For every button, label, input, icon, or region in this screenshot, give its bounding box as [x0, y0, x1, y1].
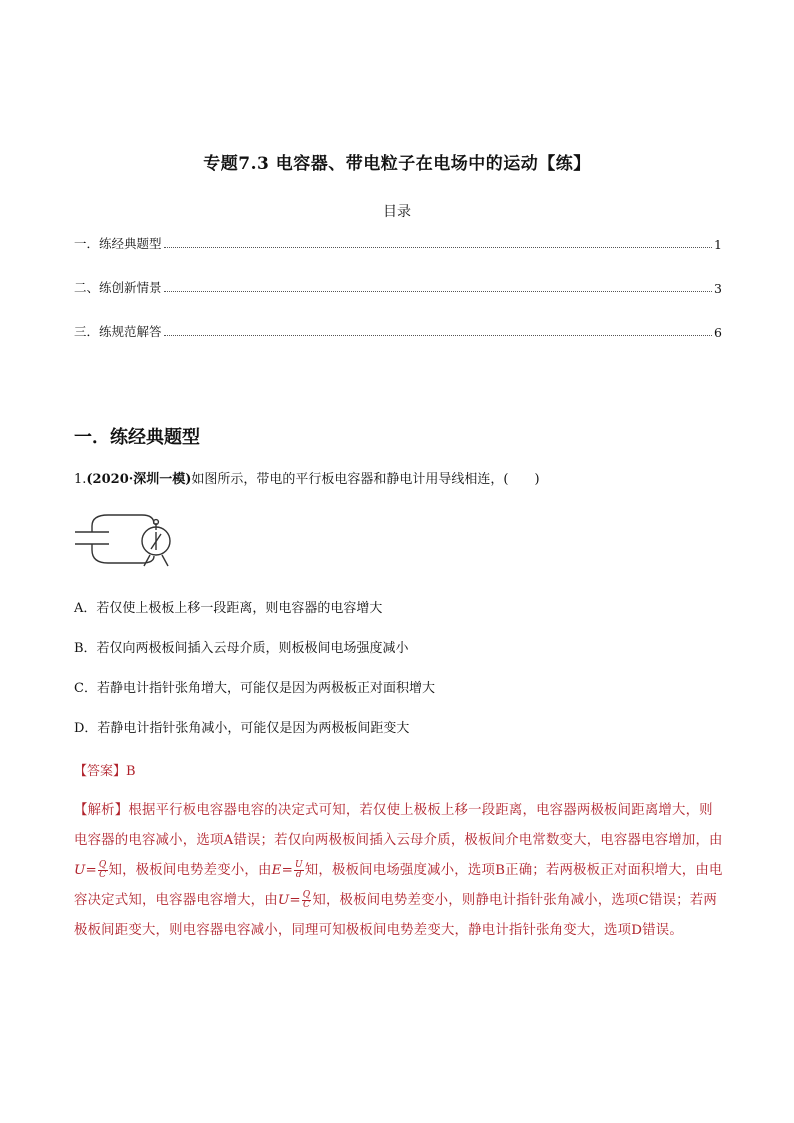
toc-item-label: 一．练经典题型	[74, 236, 162, 251]
toc-item-label: 二、练创新情景	[74, 280, 162, 295]
formula-3-fraction: $\frac{Q}{C}$	[302, 890, 311, 910]
formula-2-fraction: $\frac{U}{d}$	[295, 860, 303, 880]
toc-item-3[interactable]	[74, 320, 722, 340]
document-title: 专题7.3 电容器、带电粒子在电场中的运动【练】	[203, 154, 591, 174]
toc-heading: 目录	[383, 204, 411, 220]
analysis-text-2: 知，极板间电势差变小，由	[108, 863, 272, 878]
answer-value: B	[126, 764, 136, 779]
toc-leader	[164, 334, 713, 336]
option-d[interactable]: D．若静电计指针张角减小，可能仅是因为两极板间距变大	[74, 721, 410, 736]
toc-item-page: 1	[714, 237, 722, 252]
formula-3-lhs: U=	[277, 893, 301, 908]
question-text: 如图所示，带电的平行板电容器和静电计用导线相连，( )	[191, 472, 540, 487]
toc-item-label: 三．练规范解答	[74, 324, 162, 339]
analysis-paragraph	[74, 796, 724, 946]
option-a[interactable]: A．若仅使上极板上移一段距离，则电容器的电容增大	[74, 601, 383, 616]
section-heading: 一．练经典题型	[74, 427, 200, 448]
analysis-label: 【解析】	[74, 803, 129, 818]
option-b[interactable]: B．若仅向两极板间插入云母介质，则板极间电场强度减小	[74, 641, 409, 656]
formula-1-fraction: $\frac{Q}{C}$	[98, 860, 107, 880]
toc-item-page: 3	[714, 281, 722, 296]
formula-2-lhs: E=	[271, 863, 293, 878]
question-source: (2020·深圳一模)	[86, 472, 192, 487]
toc-item-page: 6	[714, 325, 722, 340]
answer-label: 【答案】	[74, 764, 127, 779]
analysis-text-1: 根据平行板电容器电容的决定式可知，若仅使上极板上移一段距离，电容器两极板间距离增大，则电容器的电容减小，选项A错误；若仅向两极板间插入云母介质，极板间介电常数变大，电容器电容增加，由	[74, 803, 723, 848]
formula-1-lhs: U=	[74, 863, 97, 878]
analysis-text-3: 知，极板间电场强度减小，选项B正确；若两极板正对面积增大，由电容决定式知，电容器电容增大，由	[74, 863, 723, 908]
question-stem	[74, 468, 724, 487]
option-c[interactable]: C．若静电计指针张角增大，可能仅是因为两极板正对面积增大	[74, 681, 435, 696]
toc-item-1[interactable]	[74, 232, 722, 252]
toc-item-2[interactable]	[74, 276, 722, 296]
answer-line	[74, 760, 136, 779]
toc-leader	[164, 246, 713, 248]
toc-leader	[164, 290, 713, 292]
question-number: 1.	[74, 472, 87, 487]
analysis-text-4: 知，极板间电势差变小，则静电计指针张角减小，选项C错误；若两极板间距变大，则电容器电容减小，同理可知极板间电势差变大，静电计指针张角变大，选项D错误。	[74, 893, 717, 938]
capacitor-electroscope-diagram	[72, 506, 182, 574]
